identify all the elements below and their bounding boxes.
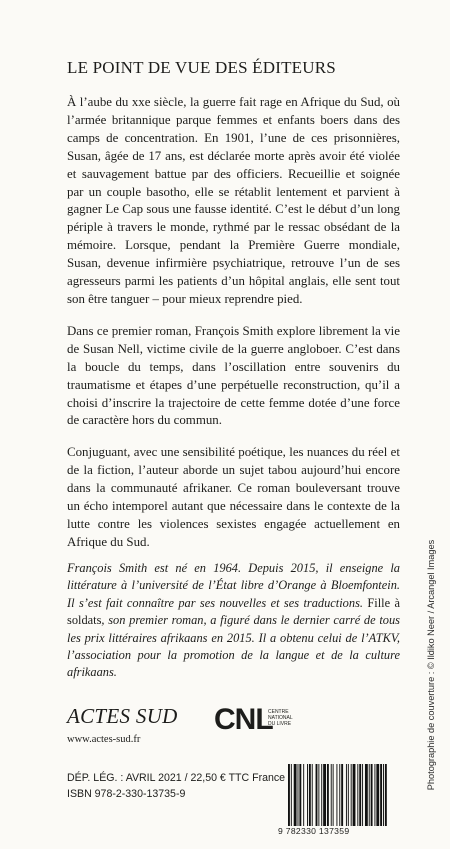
blurb-paragraph-3: Conjuguant, avec une sensibilité poétique, les nuances du réel et de la fiction, l’auteur aborde un sujet tabou aujourd’hui encore dans la communauté afrikaner. Ce roman bouleversant trouve un écho intemporel autant que nécessaire dans le contexte de la lutte contre les violences sexistes engagée actuellement en Afrique du Sud. [67,445,400,549]
barcode-bar [339,764,340,826]
barcode-bar [312,764,313,826]
barcode-bar [288,764,290,826]
isbn: ISBN 978-2-330-13735-9 [67,788,186,800]
barcode-bar [321,764,322,826]
barcode-bar [331,764,332,826]
photo-credit-text: Photographie de couverture : © Ildiko Neer / Arcangel Images [426,539,436,791]
barcode [278,764,410,826]
barcode-bar [383,764,384,826]
page-heading: LE POINT DE VUE DES ÉDITEURS [67,58,336,77]
barcode-bar [303,764,304,826]
barcode-bar [336,764,337,826]
blurb [67,94,400,566]
barcode-bar [318,764,319,826]
barcode-bar [353,764,356,826]
barcode-bar [376,764,379,826]
barcode-bar [346,764,347,826]
barcode-bar [299,764,301,826]
publisher-logo: ACTES SUD [67,704,178,728]
barcode-bar [309,764,311,826]
barcode-bar [380,764,382,826]
cnl-logo-subtitle: CENTRE NATIONAL DU LIVRE [268,709,293,727]
barcode-bar [351,764,352,826]
barcode-bar [323,764,326,826]
legal-deposit: DÉP. LÉG. : AVRIL 2021 / 22,50 € TTC France [67,772,286,784]
barcode-bar [316,764,318,826]
barcode-bar [291,764,292,826]
cnl-logo-letters: CNL [214,703,273,736]
barcode-bar [294,764,297,826]
barcode-bar [307,764,308,826]
publisher-url: www.actes-sud.fr [67,734,141,745]
author-bio-part-1: François Smith est né en 1964. Depuis 2015, il enseigne la littérature à l’université de l’État libre d’Orange à Bloemfontein. Il s’est fait connaître par ses nouvelles et ses traductions. [67,561,400,610]
blurb-paragraph-2: Dans ce premier roman, François Smith explore librement la vie de Susan Nell, victime civile de la guerre angloboer. C’est dans la boucle du temps, dans l’oscillation entre souvenirs du traumatisme et étapes d’une perpétuelle reconstruction, qu’il a choisi d’inscrire la trajectoire de cette femme dotée d’une force de caractère hors du commun. [67,323,400,428]
barcode-bar [357,764,358,826]
barcode-digits: 9 782330 137359 [278,826,350,836]
barcode-bar [327,764,329,826]
cnl-logo [214,703,304,749]
legal-info [67,770,285,802]
author-bio-book-title: Fille à soldats [67,595,400,628]
barcode-bar [385,764,387,826]
barcode-bar [369,764,370,826]
barcode-bar [348,764,349,826]
author-bio-part-2: , son premier roman, a figuré dans le dernier carré de tous les prix littéraires afrikaans en 2015. Il a obtenu celui de l’ATKV, l’association pour la promotion de la langue et de la culture afrikaans. [67,613,400,680]
barcode-bar [362,764,363,826]
photo-credit [425,539,437,791]
barcode-bar [333,764,334,826]
barcode-bar [374,764,375,826]
author-bio [67,560,400,682]
barcode-bar [359,764,361,826]
blurb-paragraph-1: À l’aube du xxe siècle, la guerre fait rage en Afrique du Sud, où l’armée britannique parque femmes et enfants boers dans des camps de concentration. En 1901, l’une de ces prisonnières, Susan, âgée de 17 ans, est déclarée morte après avoir été violée et sauvagement battue par des officiers. Recueillie et soignée par un couple basotho, elle se rétablit lentement et parvient à gagner Le Cap sous une fausse identité. C’est le début d’un long périple à travers le monde, rythmé par le ressac obsédant de la mémoire. Lorsque, pendant la Première Guerre mondiale, Susan, devenue infirmière psychiatrique, retrouve l’un de ses agresseurs parmi les patients d’un hôpital anglais, elle sent tout son être tanguer – pour mieux reprendre pied. [67,95,400,306]
barcode-bar [365,764,368,826]
barcode-bar [371,764,373,826]
barcode-bar [341,764,343,826]
barcode-bar [298,764,299,826]
